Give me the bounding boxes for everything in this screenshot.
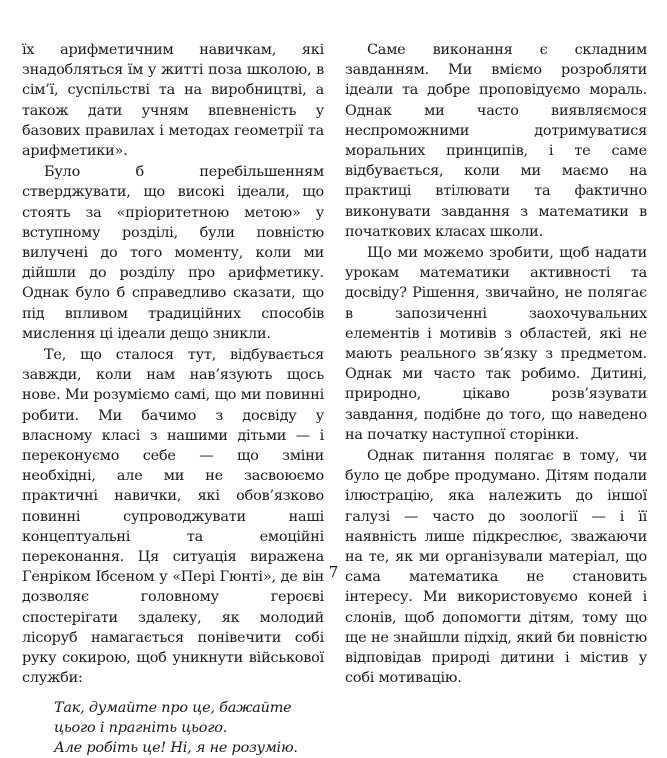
- verse-quote: [54, 698, 324, 758]
- page-number: 7: [0, 563, 667, 581]
- left-paragraph-1: їх арифметичним навичкам, які знадобляться їм у житті поза школою, в сім’ї, суспільстві та на виробництві, а також дати учням впевненість у базових правилах і методах геометрії та арифметики».: [22, 40, 324, 161]
- verse-line-1: Так, думайте про це, бажайте: [54, 698, 324, 718]
- right-paragraph-1: Саме виконання є складним завданням. Ми вміємо розробляти ідеали та добре проповідуємо мораль. Однак ми часто виявляємося неспроможними дотримуватися моральних принципів, і те саме відбувається, коли ми маємо на практиці втілювати та фактично виконувати завдання з математики в початкових класах школи.: [345, 40, 647, 242]
- verse-line-2: цього і прагніть цього.: [54, 718, 324, 738]
- right-paragraph-2: Що ми можемо зробити, щоб надати урокам математики активності та досвіду? Рішення, звичайно, не полягає в запозиченні заохочувальних елементів і мотивів з областей, які не мають реального зв’язку з предметом. Однак ми часто так робимо. Дитині, природно, цікаво розв’язувати завдання, подібне до того, що наведено на початку наступної сторінки.: [345, 243, 647, 445]
- left-paragraph-3: Те, що сталося тут, відбувається завжди, коли нам нав’язують щось нове. Ми розуміємо самі, що ми повинні робити. Ми бачимо з досвіду у власному класі з нашими дітьми — і переконуємо себе — що зміни необхідні, але ми не засвоюємо практичні навички, які обов’язково повинні супроводжувати наші концептуальні та емоційні переконання. Ця ситуація виражена Генріком Ібсеном у «Пері Гюнті», де він дозволяє головному героєві спостерігати здалеку, як молодий лісоруб намагається понівечити собі руку сокирою, щоб уникнути військової служби:: [22, 345, 324, 688]
- left-column: [22, 40, 324, 758]
- right-column: [345, 40, 647, 689]
- right-paragraph-3: Однак питання полягає в тому, чи було це добре продумано. Дітям подали ілюстрацію, яка належить до іншої галузі — часто до зоології — і її наявність лише підкреслює, зважаючи на те, як ми організували матеріал, що сама математика не становить інтересу. Ми використовуємо коней і слонів, щоб допомогти дітям, тому що ще не знайшли підхід, який би повністю відповідав природі дитини і містив у собі мотивацію.: [345, 446, 647, 688]
- verse-line-3: Але робіть це! Ні, я не розумію.: [54, 738, 324, 758]
- left-paragraph-2: Було б перебільшенням стверджувати, що високі ідеали, що стоять за «пріоритетною метою» у вступному розділі, були повністю вилучені до того моменту, коли ми дійшли до розділу про арифметику. Однак було б справедливо сказати, що під впливом традиційних способів мислення ці ідеали дещо зникли.: [22, 162, 324, 344]
